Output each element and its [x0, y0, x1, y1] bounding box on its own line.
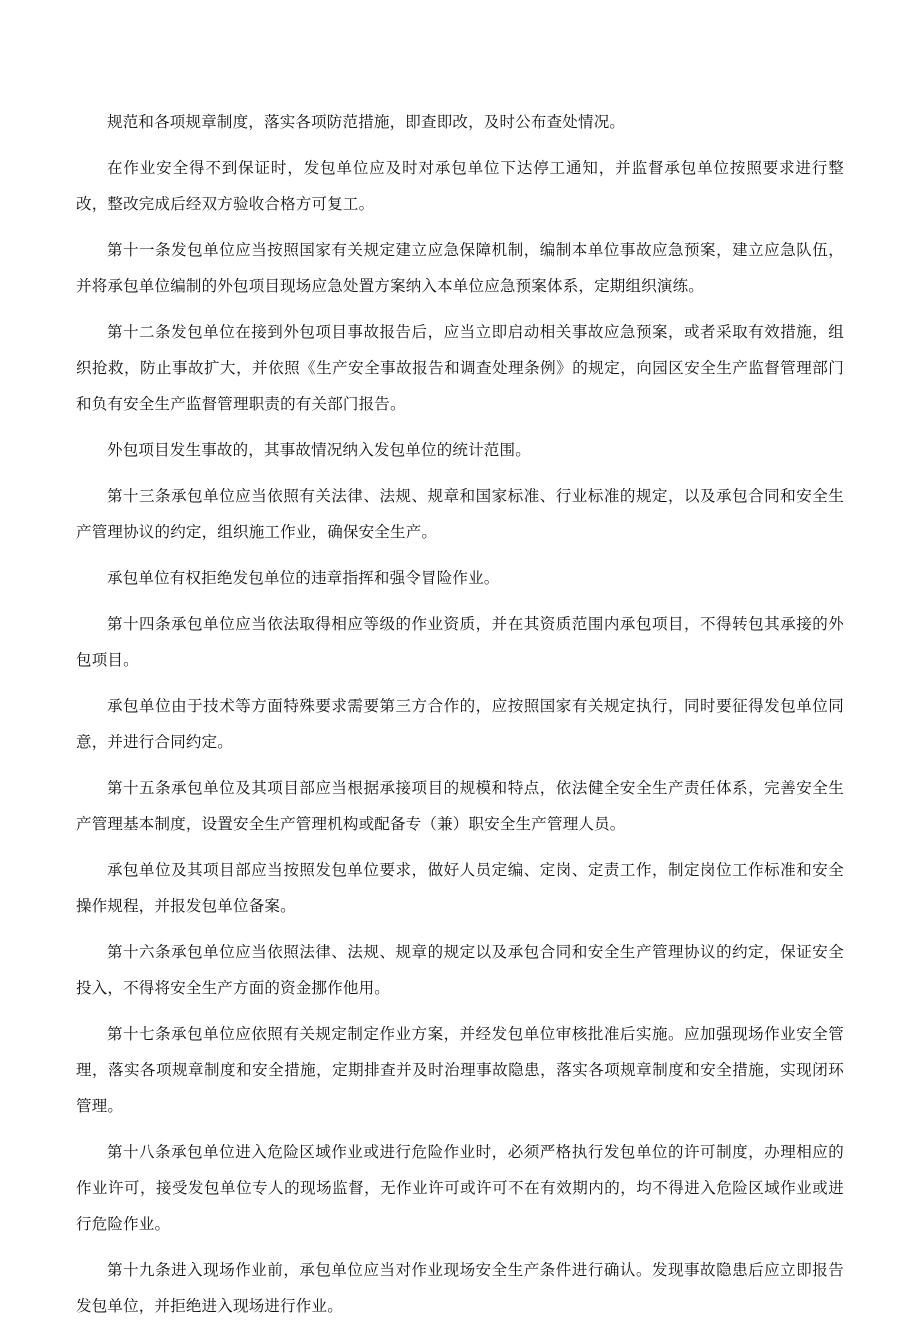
paragraph-third-party-cooperation: 承包单位由于技术等方面特殊要求需要第三方合作的，应按照国家有关规定执行，同时要征得发包单位同意，并进行合同约定。: [76, 697, 844, 751]
paragraph-article-15: 第十五条承包单位及其项目部应当根据承接项目的规模和特点，依法健全安全生产责任体系，完善安全生产管理基本制度，设置安全生产管理机构或配备专（兼）职安全生产管理人员。: [76, 779, 844, 833]
paragraph-article-11: 第十一条发包单位应当按照国家有关规定建立应急保障机制，编制本单位事故应急预案，建立应急队伍，并将承包单位编制的外包项目现场应急处置方案纳入本单位应急预案体系，定期组织演练。: [76, 241, 844, 295]
paragraph-stop-work-notice: 在作业安全得不到保证时，发包单位应及时对承包单位下达停工通知，并监督承包单位按照要求进行整改，整改完成后经双方验收合格方可复工。: [76, 159, 844, 213]
paragraph-article-16: 第十六条承包单位应当依照法律、法规、规章的规定以及承包合同和安全生产管理协议的约定，保证安全投入，不得将安全生产方面的资金挪作他用。: [76, 943, 844, 997]
paragraph-article-19: 第十九条进入现场作业前，承包单位应当对作业现场安全生产条件进行确认。发现事故隐患后应立即报告发包单位，并拒绝进入现场进行作业。: [76, 1261, 844, 1315]
paragraph-staffing-requirements: 承包单位及其项目部应当按照发包单位要求，做好人员定编、定岗、定责工作，制定岗位工作标准和安全操作规程，并报发包单位备案。: [76, 861, 844, 915]
paragraph-article-12: 第十二条发包单位在接到外包项目事故报告后，应当立即启动相关事故应急预案，或者采取有效措施，组织抢救，防止事故扩大，并依照《生产安全事故报告和调查处理条例》的规定，向园区安全生产监督管理部门和负有安全生产监督管理职责的有关部门报告。: [76, 323, 844, 413]
paragraph-article-18: 第十八条承包单位进入危险区域作业或进行危险作业时，必须严格执行发包单位的许可制度，办理相应的作业许可，接受发包单位专人的现场监督，无作业许可或许可不在有效期内的，均不得进入危险区域作业或进行危险作业。: [76, 1143, 844, 1233]
paragraph-continuation: 规范和各项规章制度，落实各项防范措施，即查即改，及时公布查处情况。: [107, 113, 626, 131]
paragraph-article-14: 第十四条承包单位应当依法取得相应等级的作业资质，并在其资质范围内承包项目，不得转包其承接的外包项目。: [76, 615, 844, 669]
paragraph-article-13: 第十三条承包单位应当依照有关法律、法规、规章和国家标准、行业标准的规定，以及承包合同和安全生产管理协议的约定，组织施工作业，确保安全生产。: [76, 487, 844, 541]
document-page: [76, 104, 844, 1334]
paragraph-refuse-illegal-command: 承包单位有权拒绝发包单位的违章指挥和强令冒险作业。: [107, 569, 500, 587]
paragraph-article-17: 第十七条承包单位应依照有关规定制定作业方案，并经发包单位审核批准后实施。应加强现场作业安全管理，落实各项规章制度和安全措施，定期排查并及时治理事故隐患，落实各项规章制度和安全措施，实现闭环管理。: [76, 1025, 844, 1115]
paragraph-accident-statistics: 外包项目发生事故的，其事故情况纳入发包单位的统计范围。: [107, 441, 531, 459]
